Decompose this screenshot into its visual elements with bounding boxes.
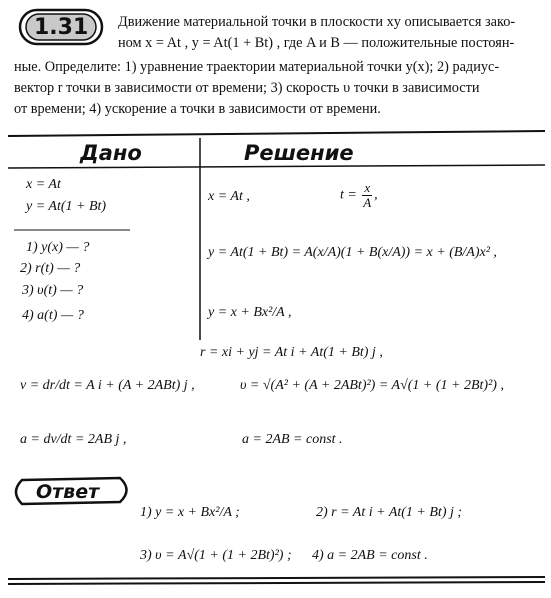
solution-x-eq: x = At ,: [208, 189, 250, 204]
answer-4: 4) a = 2AB = const .: [312, 548, 428, 563]
problem-line-2: ном x = At , y = At(1 + Bt) , где A и B — положительные постоян-: [118, 35, 515, 51]
solution-t-eq: t = $\frac{x}{A}$ ,: [340, 180, 378, 210]
solution-acceleration-value: a = 2AB = const .: [242, 432, 343, 447]
given-question-3: 3) υ(t) — ?: [22, 283, 84, 298]
given-question-1: 1) y(x) — ?: [26, 240, 90, 255]
solution-y-substitution: y = At(1 + Bt) = A(x/A)(1 + B(x/A)) = x + (B/A)x² ,: [208, 245, 497, 260]
problem-line-1: Движение материальной точки в плоскости xy описывается зако-: [118, 14, 516, 30]
solution-trajectory: y = x + Bx²/A ,: [208, 305, 292, 320]
solution-t-num: x: [364, 180, 371, 195]
given-question-4: 4) a(t) — ?: [22, 308, 84, 323]
solution-velocity-vector: v = dr/dt = A i + (A + 2ABt) j ,: [20, 378, 195, 393]
given-question-2: 2) r(t) — ?: [20, 261, 81, 276]
answer-label: Ответ: [36, 481, 100, 503]
given-eq-2: y = At(1 + Bt): [26, 199, 107, 214]
solution-t-fraction: [362, 181, 372, 210]
solution-t-den: A: [363, 195, 372, 210]
solution-radius-vector: r = xi + yj = At i + At(1 + Bt) j ,: [200, 345, 383, 360]
problem-line-3: ные. Определите: 1) уравнение траектории материальной точки y(x); 2) радиус-: [14, 59, 500, 75]
problem-number: 1.31: [34, 15, 89, 40]
solution-t-lhs: t =: [340, 187, 357, 203]
problem-line-5: от времени; 4) ускорение a точки в зависимости от времени.: [14, 101, 381, 117]
solution-acceleration-vector: a = dv/dt = 2AB j ,: [20, 432, 127, 447]
answer-3: 3) υ = A√(1 + (1 + 2Bt)²) ;: [140, 548, 292, 563]
given-header: Дано: [80, 141, 142, 165]
problem-line-4: вектор r точки в зависимости от времени; 3) скорость υ точки в зависимости: [14, 80, 480, 96]
answer-2: 2) r = At i + At(1 + Bt) j ;: [316, 505, 463, 520]
answer-1: 1) y = x + Bx²/A ;: [140, 505, 240, 520]
solution-speed: υ = √(A² + (A + 2ABt)²) = A√(1 + (1 + 2Bt)²) ,: [240, 378, 504, 393]
solution-header: Решение: [244, 141, 354, 165]
given-eq-1: x = At: [26, 177, 61, 192]
